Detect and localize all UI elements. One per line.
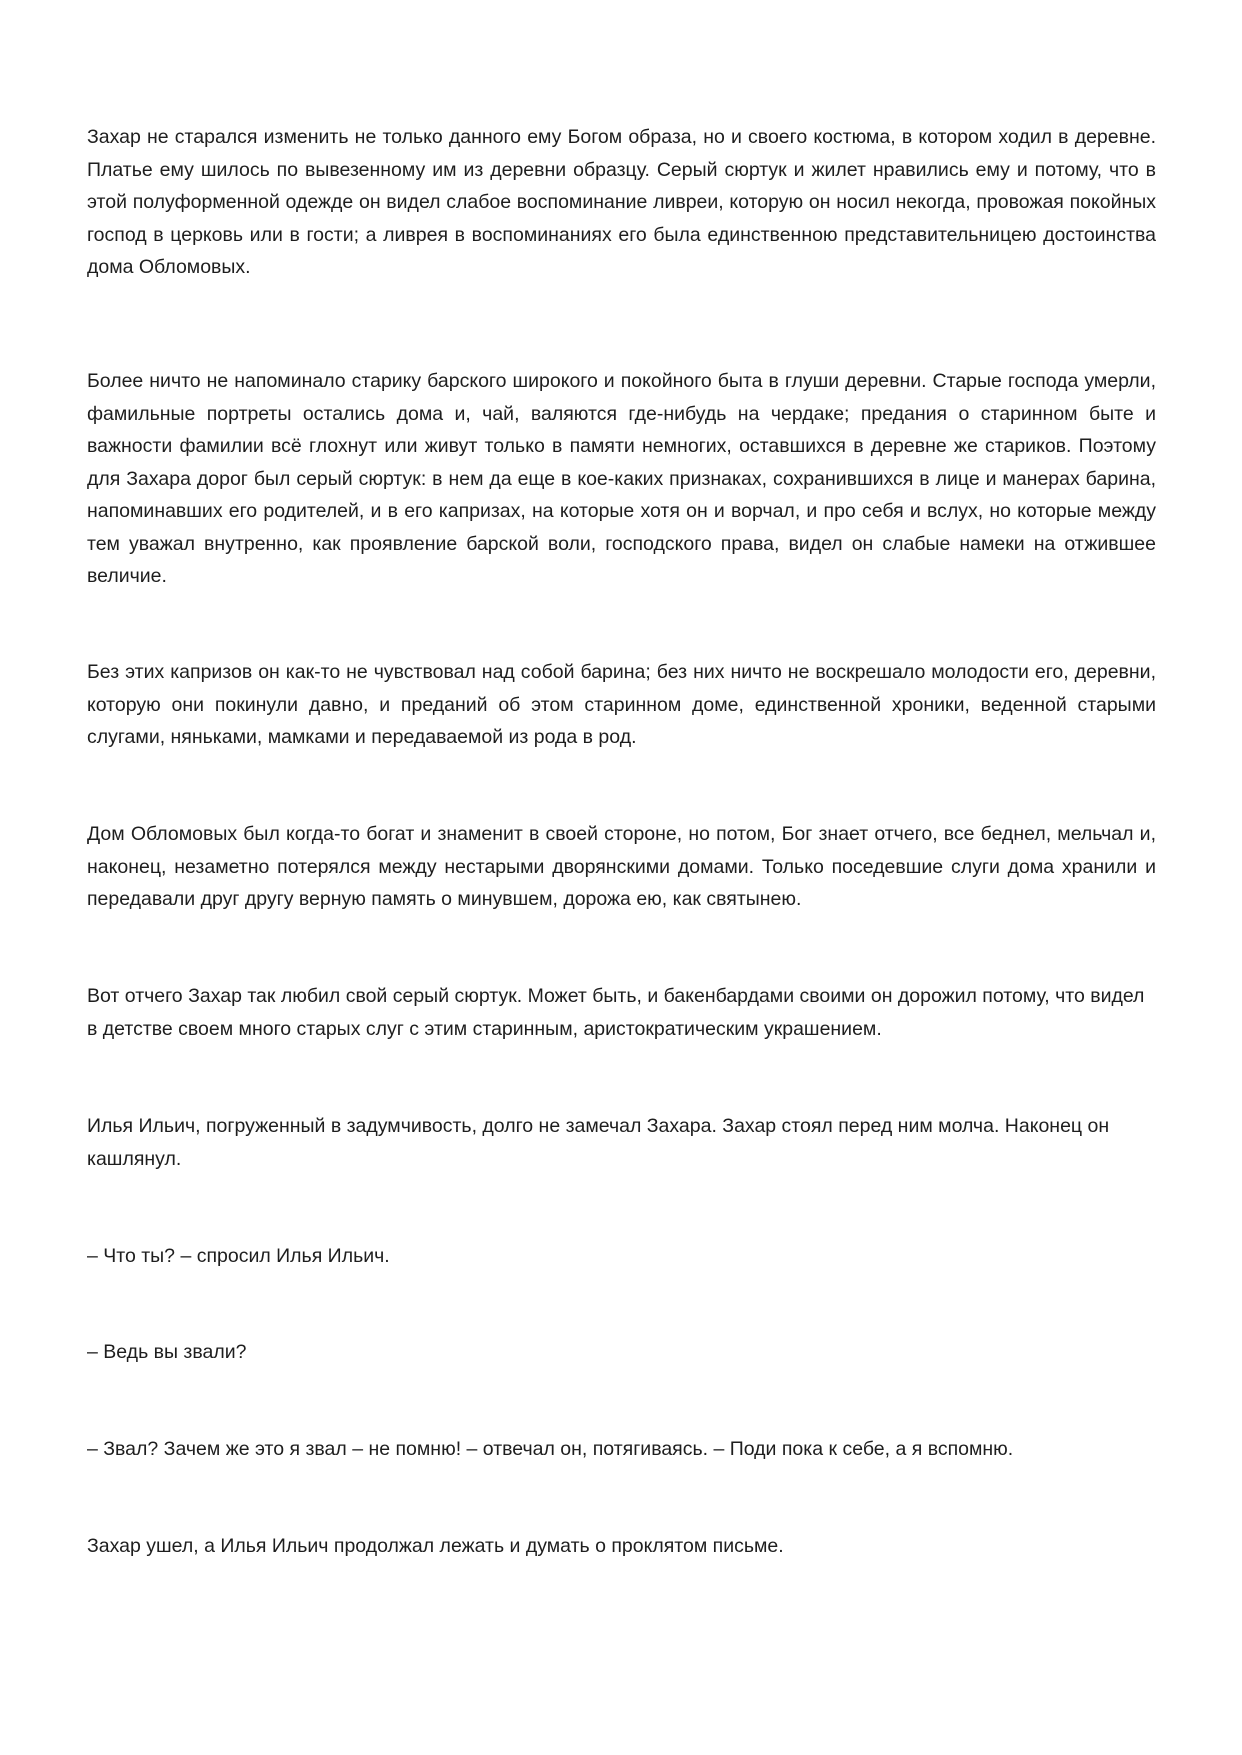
paragraph-8: – Ведь вы звали? (87, 1341, 247, 1363)
paragraph-5: Вот отчего Захар так любил свой серый сюртук. Может быть, и бакенбардами своими он дорожил потому, что видел в детстве своем много старых слуг с этим старинным, аристократическим украшением. (87, 985, 1145, 1040)
paragraph-2: Более ничто не напоминало старику барского широкого и покойного быта в глуши деревни. Старые господа умерли, фамильные портреты остались дома и, чай, валяются где-нибудь на чердаке; предания о старинном быте и важности фамилии всё глохнут или живут только в памяти немногих, оставшихся в деревне же стариков. Поэтому для Захара дорог был серый сюртук: в нем да еще в кое-каких признаках, сохранившихся в лице и манерах барина, напоминавших его родителей, и в его капризах, на которые хотя он и ворчал, и про себя и вслух, но которые между тем уважал внутренно, как проявление барской воли, господского права, видел он слабые намеки на отжившее величие. (87, 370, 1156, 587)
paragraph-6: Илья Ильич, погруженный в задумчивость, долго не замечал Захара. Захар стоял перед ним молча. Наконец он кашлянул. (87, 1115, 1110, 1170)
paragraph-7: – Что ты? – спросил Илья Ильич. (87, 1245, 390, 1267)
paragraph-3: Без этих капризов он как-то не чувствовал над собой барина; без них ничто не воскрешало молодости его, деревни, которую они покинули давно, и преданий об этом старинном доме, единственной хроники, веденной старыми слугами, няньками, мамками и передаваемой из рода в род. (87, 661, 1156, 748)
paragraph-1: Захар не старался изменить не только данного ему Богом образа, но и своего костюма, в котором ходил в деревне. Платье ему шилось по вывезенному им из деревни образцу. Серый сюртук и жилет нравились ему и потому, что в этой полуформенной одежде он видел слабое воспоминание ливреи, которую он носил некогда, провожая покойных господ в церковь или в гости; а ливрея в воспоминаниях его была единственною представительницею достоинства дома Обломовых. (87, 126, 1156, 278)
paragraph-10: Захар ушел, а Илья Ильич продолжал лежать и думать о проклятом письме. (87, 1535, 784, 1557)
paragraph-9: – Звал? Зачем же это я звал – не помню! – отвечал он, потягиваясь. – Поди пока к себе, а я вспомню. (87, 1438, 1014, 1460)
paragraph-4: Дом Обломовых был когда-то богат и знаменит в своей стороне, но потом, Бог знает отчего, все беднел, мельчал и, наконец, незаметно потерялся между нестарыми дворянскими домами. Только поседевшие слуги дома хранили и передавали друг другу верную память о минувшем, дорожа ею, как святынею. (87, 823, 1156, 910)
